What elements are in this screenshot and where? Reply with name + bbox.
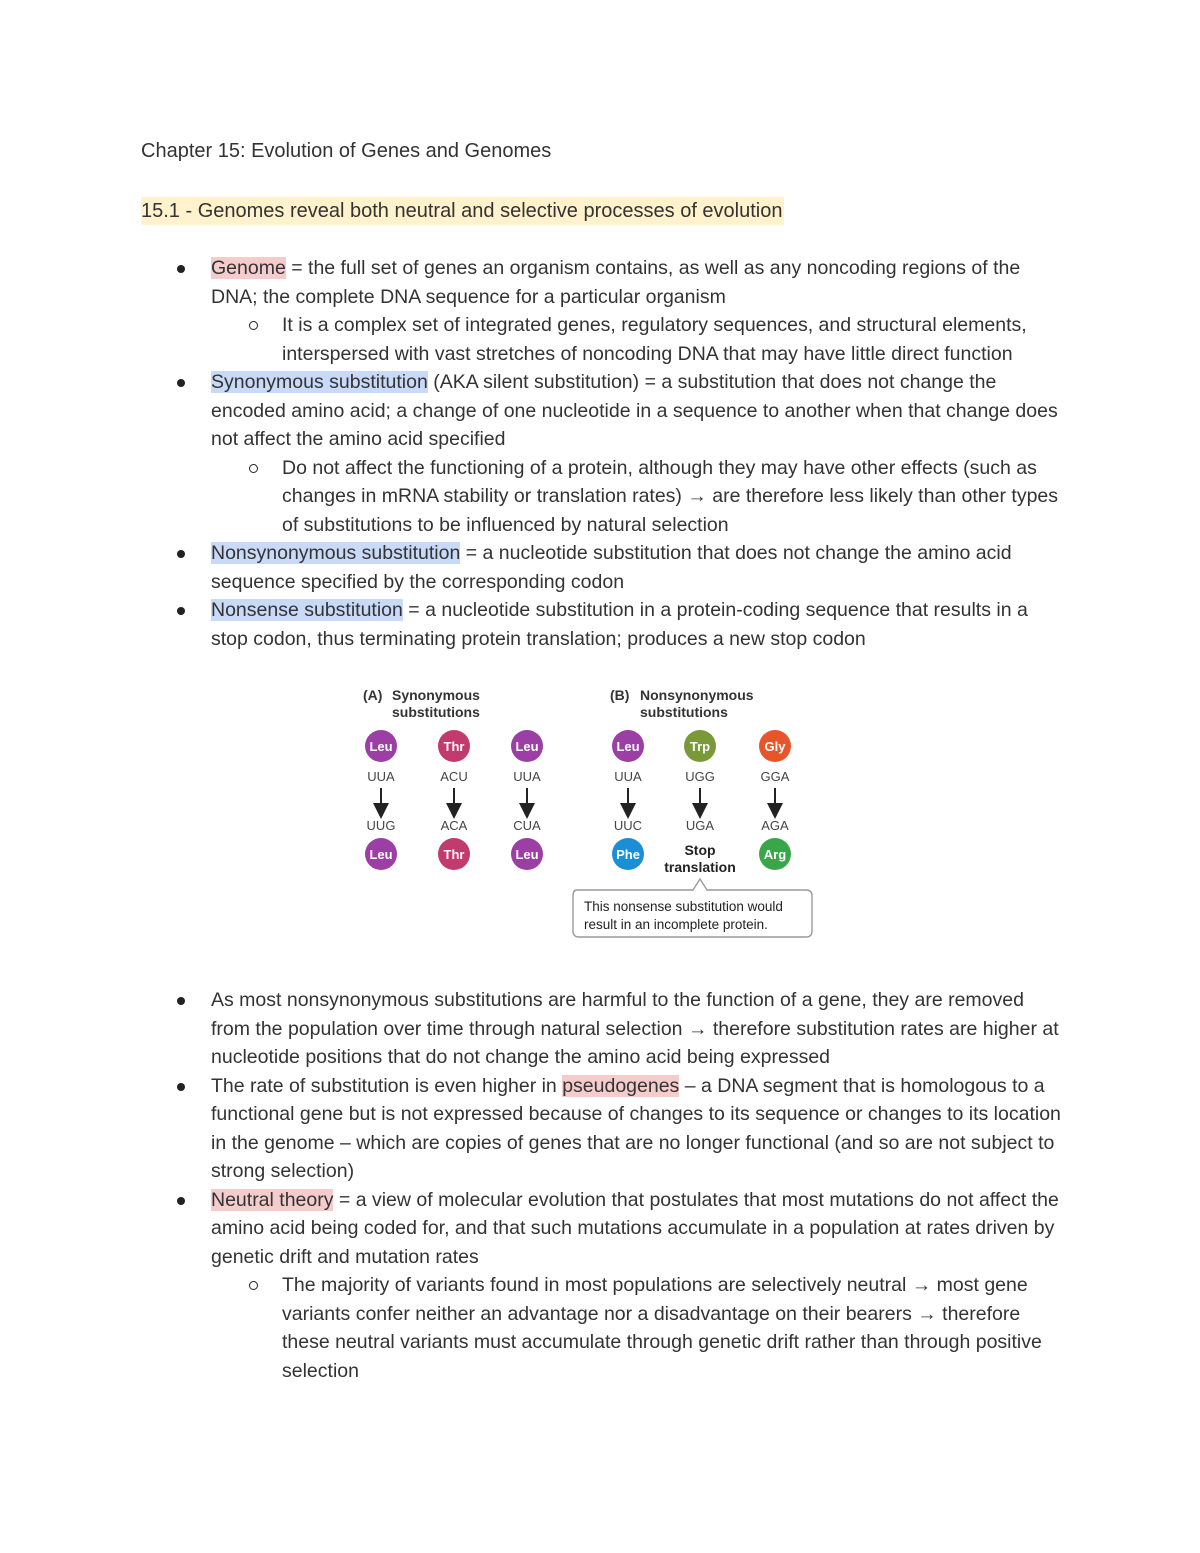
- term-nonsynonymous-substitution: Nonsynonymous substitution: [211, 542, 461, 564]
- sub-item: [0, 311, 1062, 368]
- panel-b-title-1: Nonsynonymous: [640, 687, 754, 703]
- bullet-icon: [177, 1197, 185, 1205]
- codon-bottom: UUC: [613, 818, 643, 833]
- bullet-icon: [177, 607, 185, 615]
- amino-acid-label-top: Trp: [689, 739, 711, 754]
- definition-text: = a nucleotide substitution in a protein-coding sequence that results in a stop codon, thus terminating protein translation; produces a new stop codon: [211, 599, 1028, 650]
- list-item-synonymous: [0, 368, 1061, 454]
- codon-bottom: UGA: [685, 818, 715, 833]
- amino-acid-label-bottom: Arg: [763, 847, 787, 862]
- list-item-nonsynonymous: [0, 539, 1061, 596]
- term-pseudogenes: pseudogenes: [562, 1074, 680, 1097]
- term-genome: Genome: [211, 257, 286, 279]
- list-item-nonsynonymous-harmful: [0, 986, 1061, 1072]
- paragraph-text: The rate of substitution is even higher in: [211, 1074, 563, 1097]
- list-item-neutral-theory: [0, 1186, 1061, 1272]
- definition-text: = the full set of genes an organism contains, as well as any noncoding regions of the DNA; the complete DNA sequence for a particular organism: [211, 257, 1021, 308]
- codon-top: UUA: [367, 769, 395, 784]
- definition-list-1: [0, 254, 1200, 653]
- sub-item: [0, 454, 1062, 540]
- codon-bottom: CUA: [513, 818, 541, 833]
- panel-a-title-1: Synonymous: [392, 687, 480, 703]
- definition-text: – a DNA segment that is homologous to a functional gene but is not expressed because of changes to its sequence or changes to its location in the genome – which are copies of genes that are no longer functional (and so are not subject to strong selection): [211, 1074, 1061, 1182]
- codon-bottom: UUG: [366, 818, 396, 833]
- hollow-bullet-icon: [249, 321, 258, 330]
- panel-b-title-2: substitutions: [640, 704, 728, 720]
- definition-text: = a view of molecular evolution that postulates that most mutations do not affect the amino acid being coded for, and that such mutations accumulate in a population at rates driven by genetic drift and mutation rates: [211, 1188, 1059, 1268]
- codon-top: ACU: [440, 769, 468, 784]
- paragraph-text: As most nonsynonymous substitutions are harmful to the function of a gene, they are removed from the population over time through natural selection → therefore substitution rates are higher at nucleotide positions that do not change the amino acid being expressed: [211, 989, 1059, 1068]
- panel-a-title-2: substitutions: [392, 704, 480, 720]
- sub-item-text: It is a complex set of integrated genes, regulatory sequences, and structural elements, interspersed with vast stretches of noncoding DNA that may have little direct function: [282, 314, 1027, 365]
- term-synonymous-substitution: Synonymous substitution: [211, 371, 428, 393]
- list-item-genome: [0, 254, 1061, 311]
- callout-line-2: result in an incomplete protein.: [584, 917, 768, 932]
- section-heading: 15.1 - Genomes reveal both neutral and selective processes of evolution: [141, 197, 784, 225]
- amino-acid-label-top: Thr: [443, 739, 465, 754]
- hollow-bullet-icon: [249, 1281, 258, 1290]
- term-nonsense-substitution: Nonsense substitution: [211, 599, 403, 621]
- definition-text: = a nucleotide substitution that does not change the amino acid sequence specified by the corresponding codon: [211, 542, 1012, 593]
- codon-columns: [365, 730, 791, 870]
- substitution-figure: [355, 683, 845, 943]
- bullet-icon: [177, 997, 185, 1005]
- bullet-icon: [177, 1083, 185, 1091]
- amino-acid-label-bottom: Phe: [616, 847, 640, 862]
- term-neutral-theory: Neutral theory: [211, 1188, 334, 1211]
- sub-item-text: Do not affect the functioning of a protein, although they may have other effects (such as changes in mRNA stability or translation rates) → are therefore less likely than other types of substitutions to be influenced by natural selection: [282, 456, 1059, 536]
- amino-acid-label-bottom: Thr: [443, 847, 465, 862]
- sub-item: [0, 1271, 1062, 1385]
- codon-top: UUA: [513, 769, 541, 784]
- panel-a-label: (A): [363, 687, 383, 703]
- list-item-nonsense: [0, 596, 1061, 653]
- definition-list-2: [0, 986, 1200, 1385]
- codon-bottom: ACA: [440, 818, 468, 833]
- codon-bottom: AGA: [761, 818, 789, 833]
- panel-b-label: (B): [610, 687, 630, 703]
- hollow-bullet-icon: [249, 464, 258, 473]
- bullet-icon: [177, 550, 185, 558]
- sub-item-text: The majority of variants found in most populations are selectively neutral → most gene variants confer neither an advantage nor a disadvantage on their bearers → therefore these neutral variants must accumulate through genetic drift rather than through positive selection: [282, 1274, 1042, 1382]
- page-title: Chapter 15: Evolution of Genes and Genomes: [141, 140, 552, 162]
- bullet-icon: [177, 379, 185, 387]
- translation-label: translation: [664, 859, 736, 875]
- amino-acid-label-bottom: Leu: [369, 847, 393, 862]
- codon-top: UGG: [685, 769, 715, 784]
- stop-label: Stop: [684, 842, 716, 858]
- codon-top: UUA: [614, 769, 642, 784]
- amino-acid-label-top: Gly: [764, 739, 786, 754]
- amino-acid-label-bottom: Leu: [515, 847, 539, 862]
- amino-acid-label-top: Leu: [369, 739, 393, 754]
- codon-top: GGA: [760, 769, 790, 784]
- list-item-pseudogenes: [0, 1072, 1061, 1186]
- callout-line-1: This nonsense substitution would: [584, 899, 783, 914]
- definition-text: (AKA silent substitution) = a substitution that does not change the encoded amino acid; a change of one nucleotide in a sequence to another when that change does not affect the amino acid specified: [211, 371, 1058, 450]
- figure-svg: [355, 683, 845, 943]
- amino-acid-label-top: Leu: [515, 739, 539, 754]
- bullet-icon: [177, 265, 185, 273]
- amino-acid-label-top: Leu: [616, 739, 640, 754]
